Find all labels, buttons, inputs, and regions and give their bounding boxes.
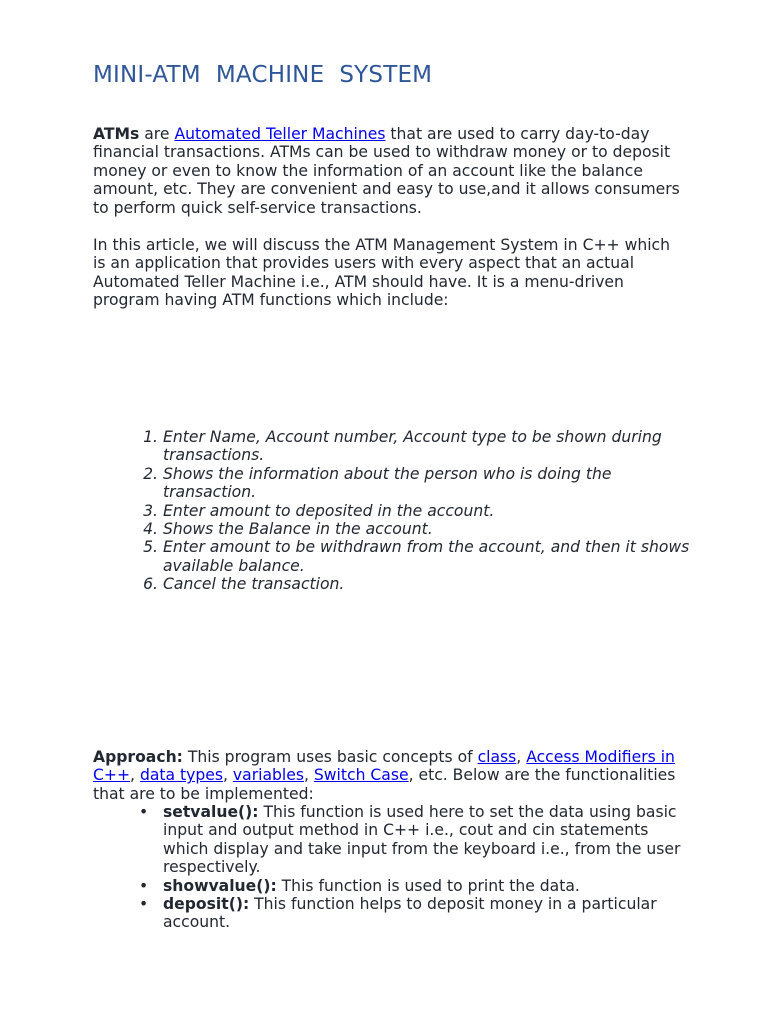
list-item-text: Enter Name, Account number, Account type to be shown during transactions. <box>163 428 662 465</box>
list-item-number: 6. <box>143 575 158 594</box>
method-name: deposit(): <box>163 895 250 914</box>
intro-rest: that are used to carry day-to-day financial transactions. ATMs can be used to withdraw money or to deposit money or even to know the information of an account like the balance amount, etc. They are convenient and easy to use,and it allows consumers to perform quick self-service transactions. <box>93 125 680 217</box>
list-item-text: Enter amount to deposited in the account. <box>163 501 495 520</box>
intro-bold-term: ATMs <box>93 125 140 143</box>
list-item-text: Enter amount to be withdrawn from the account, and then it shows available balance. <box>163 538 690 575</box>
list-item-text: Shows the Balance in the account. <box>163 520 433 539</box>
bullet-icon: • <box>139 876 149 895</box>
intro-are: are <box>139 125 175 143</box>
page-title: MINI-ATM MACHINE SYSTEM <box>93 62 433 88</box>
variables-link[interactable]: variables <box>232 766 304 785</box>
method-desc: This function is used here to set the data using basic input and output method in C++ i.e., cout and cin statements which display and take input from the keyboard i.e., from the user respectively. <box>163 803 681 877</box>
article-paragraph: In this article, we will discuss the ATM Management System in C++ which is an application that provides users with every aspect that an actual Automated Teller Machine i.e., ATM should have. It is a menu-driven program having ATM functions which include: <box>93 236 671 310</box>
method-name: setvalue(): <box>163 803 259 821</box>
method-desc: This function helps to deposit money in a particular account. <box>163 895 657 932</box>
approach-label: Approach: <box>93 748 183 766</box>
list-item <box>93 465 693 502</box>
list-item <box>93 895 693 932</box>
approach-text-end: , etc. Below are the functionalities that are to be implemented: <box>93 766 676 803</box>
list-item-number: 1. <box>143 428 158 446</box>
list-item-number: 5. <box>143 538 158 557</box>
access-modifiers-link[interactable]: Access Modifiers in C++ <box>93 748 675 785</box>
bullet-icon: • <box>139 803 149 821</box>
separator: , <box>303 766 314 785</box>
separator: , <box>223 766 233 785</box>
method-desc: This function is used to print the data. <box>276 876 580 895</box>
list-item <box>93 803 693 877</box>
list-item-number: 4. <box>143 520 158 539</box>
data-types-link[interactable]: data types <box>139 766 223 785</box>
approach-text: This program uses basic concepts of <box>182 748 478 766</box>
list-item <box>93 575 693 593</box>
separator: , <box>516 748 527 766</box>
bullet-icon: • <box>139 895 149 914</box>
approach-paragraph <box>93 748 685 803</box>
list-item <box>93 428 693 465</box>
list-item <box>93 538 693 575</box>
switch-case-link[interactable]: Switch Case <box>313 766 409 785</box>
list-item-number: 2. <box>143 464 158 483</box>
list-item <box>93 877 693 895</box>
automated-teller-machines-link[interactable]: Automated Teller Machines <box>174 125 386 143</box>
list-item <box>93 520 693 538</box>
method-name: showvalue(): <box>163 876 277 895</box>
separator: , <box>130 766 140 785</box>
list-item <box>93 502 693 520</box>
methods-list <box>93 803 693 932</box>
list-item-number: 3. <box>143 501 158 520</box>
list-item-text: Cancel the transaction. <box>163 575 345 594</box>
class-link[interactable]: class <box>477 748 517 766</box>
atm-functions-list <box>93 428 693 594</box>
list-item-text: Shows the information about the person who is doing the transaction. <box>163 464 612 502</box>
intro-paragraph <box>93 125 685 217</box>
